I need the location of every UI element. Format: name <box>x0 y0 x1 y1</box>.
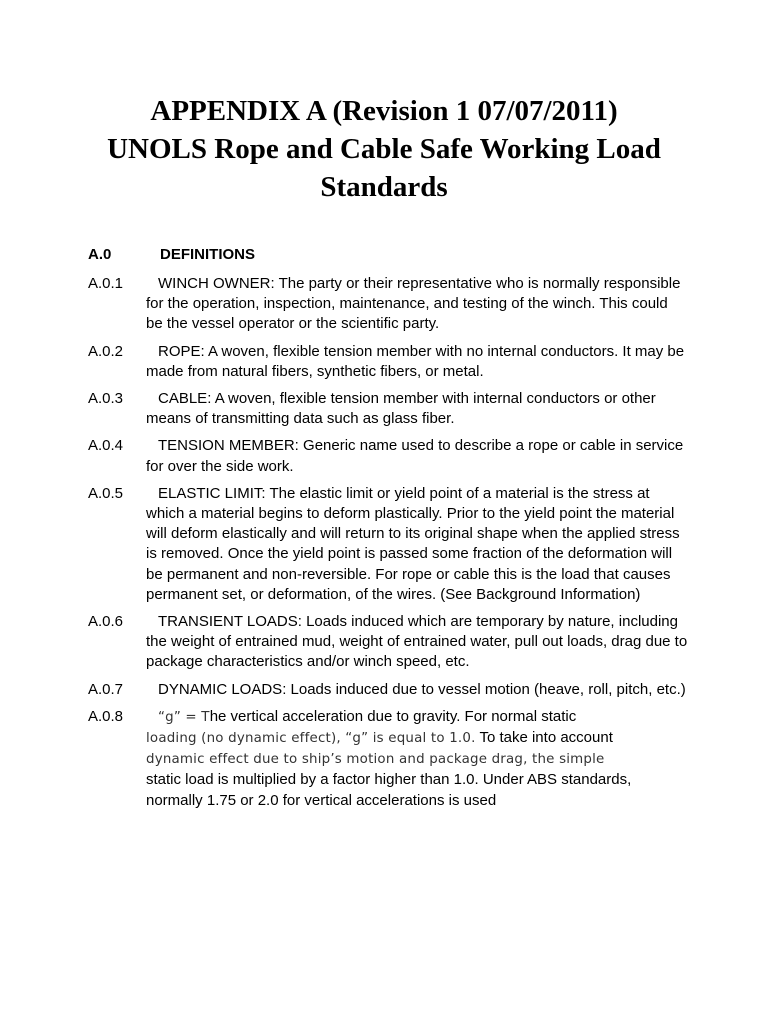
definition-item <box>88 436 688 476</box>
definition-item <box>88 484 688 605</box>
definition-text: A woven, flexible tension member with internal conductors or other means of transmitting data such as glass fiber. <box>146 390 656 428</box>
definition-number: A.0.5 <box>88 484 124 502</box>
definition-text: Generic name used to describe a rope or cable in service for over the side work. <box>146 437 684 475</box>
section-number: A.0 <box>88 246 112 263</box>
definition-number: A.0.4 <box>88 437 124 455</box>
section-title: DEFINITIONS <box>160 246 256 263</box>
title-line-2: UNOLS Rope and Cable Safe Working Load <box>107 133 661 165</box>
definition-number: A.0.8 <box>88 707 124 725</box>
definition-item <box>88 612 688 673</box>
definition-body <box>146 707 688 811</box>
definition-term: TRANSIENT LOADS: <box>158 613 302 631</box>
definition-term: WINCH OWNER: <box>158 275 275 292</box>
definition-body <box>146 389 688 429</box>
definition-item-g <box>88 707 688 811</box>
definition-text-part: static load is multiplied by a factor higher than 1.0. Under ABS standards, normally 1.75 or 2.0 for vertical accelerations is used <box>146 771 632 809</box>
definition-body <box>146 612 688 673</box>
section-heading <box>88 245 255 265</box>
definition-text-part: he vertical acceleration due to gravity. For normal static <box>209 707 577 725</box>
definition-item <box>88 389 688 429</box>
definition-term: ELASTIC LIMIT: <box>158 484 266 502</box>
definition-text-part: To take into account <box>475 729 613 747</box>
definition-term: CABLE: <box>158 390 212 408</box>
definition-text-light: loading (no dynamic effect), “g” is equal to 1.0. <box>146 731 476 747</box>
definition-term: ROPE: <box>158 342 205 360</box>
definition-number: A.0.7 <box>88 680 124 698</box>
definition-item <box>88 680 688 700</box>
definition-text: Loads induced which are temporary by nature, including the weight of entrained mud, weight of entrained water, pull out loads, drag due to package characteristics and/or winch speed, etc. <box>146 613 688 671</box>
definitions-list <box>88 274 688 818</box>
definition-body <box>146 342 688 382</box>
definition-item <box>88 274 688 335</box>
definition-term: TENSION MEMBER: <box>158 437 299 455</box>
definition-body <box>146 680 688 700</box>
document-title <box>40 92 728 206</box>
definition-text: The elastic limit or yield point of a material is the stress at which a material begins to deform plastically. Prior to the yield point the material will deform elastically and will return to its original shape when the applied stress is removed. Once the yield point is passed some fraction of the deformation will be permanent and non-reversible. For rope or cable this is the load that causes permanent set, or deformation, of the wires. (See Background Information) <box>146 484 680 603</box>
definition-item <box>88 342 688 382</box>
definition-number: A.0.1 <box>88 275 124 292</box>
definition-number: A.0.2 <box>88 342 124 360</box>
definition-number: A.0.3 <box>88 390 124 408</box>
definition-body <box>146 484 688 605</box>
g-symbol-text: “g” = T <box>158 709 210 725</box>
definition-text: Loads induced due to vessel motion (heave, roll, pitch, etc.) <box>290 680 686 698</box>
title-line-1: APPENDIX A (Revision 1 07/07/2011) <box>150 95 618 127</box>
definition-body <box>146 436 688 476</box>
definition-body <box>146 274 688 335</box>
definition-text: A woven, flexible tension member with no internal conductors. It may be made from natural fibers, synthetic fibers, or metal. <box>146 342 685 380</box>
definition-number: A.0.6 <box>88 613 124 631</box>
definition-term: DYNAMIC LOADS: <box>158 680 287 698</box>
definition-text-light: dynamic effect due to ship’s motion and package drag, the simple <box>146 752 605 768</box>
title-line-3: Standards <box>320 171 448 203</box>
definition-text: The party or their representative who is normally responsible for the operation, inspection, maintenance, and testing of the winch. This could be the vessel operator or the scientific party. <box>146 275 681 333</box>
